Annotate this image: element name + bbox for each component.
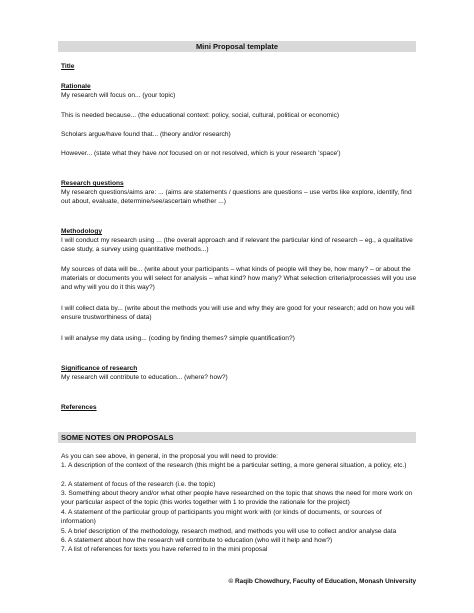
- rationale-heading: Rationale: [61, 83, 91, 90]
- notes-item: 6. A statement about how the research will contribute to education (who will it help and how?): [61, 537, 333, 544]
- notes-item: 1. A description of the context of the research (this might be a particular setting, a more general situation, a policy, etc.): [61, 462, 407, 469]
- notes-item: 3. Something about theory and/or what other people have researched on the topic that shows the need for more work on your particular aspect of the topic (this works together with 1 to provide the rationale for the project): [61, 490, 413, 506]
- however-emphasis: not: [158, 150, 168, 157]
- rationale-line: Scholars argue/have found that... (theory and/or research): [61, 131, 231, 138]
- notes-intro: As you can see above, in general, in the proposal you will need to provide:: [61, 453, 278, 460]
- notes-item: 5. A brief description of the methodology, research method, and methods you will use to collect and/or analyse data: [61, 528, 397, 535]
- references-heading: References: [61, 404, 97, 411]
- methodology-analysis: I will analyse my data using... (coding by finding themes? simple quantification?): [61, 335, 295, 342]
- document-title: Mini Proposal template: [58, 41, 416, 52]
- rationale-however: [61, 149, 341, 158]
- however-pre: However... (state what they have: [61, 150, 159, 157]
- methodology-approach: I will conduct my research using ... (the overall approach and if relevant the particular kind of research – eg., a qualitative case study, a survey using quantitative methods...): [61, 237, 413, 253]
- research-questions-heading: Research questions: [61, 180, 124, 187]
- rationale-line: This is needed because... (the educational context: policy, social, cultural, political or economic): [61, 112, 340, 119]
- significance-text: My research will contribute to education... (where? how?): [61, 374, 228, 381]
- methodology-collection: I will collect data by... (write about the methods you will use and why they are good for your research; add on how you will ensure trustworthiness of data): [61, 305, 415, 321]
- methodology-sources: My sources of data will be... (write about your participants – what kinds of people will they be, how many? – or about the materials or documents you will select for analysis – what kind? how many? What selection criteria/processes will you use and why will you do it this way?): [61, 266, 417, 291]
- title-heading: Title: [61, 63, 75, 70]
- rationale-line: My research will focus on... (your topic): [61, 92, 176, 99]
- methodology-heading: Methodology: [61, 228, 103, 235]
- notes-item: 2. A statement of focus of the research (i.e. the topic): [61, 481, 216, 488]
- notes-item: 7. A list of references for texts you have referred to in the mini proposal: [61, 546, 268, 553]
- notes-item: 4. A statement of the particular group of participants you might work with (or kinds of documents, or sources of information): [61, 509, 382, 525]
- copyright-footer: © Raqib Chowdhury, Faculty of Education, Monash University: [228, 578, 416, 585]
- notes-heading: SOME NOTES ON PROPOSALS: [58, 432, 416, 443]
- research-questions-text: My research questions/aims are: ... (aims are statements / questions are questions – use verbs like explore, identify, find out about, evaluate, determine/see/ascertain whether ...): [61, 189, 412, 205]
- however-post: focused on or not resolved, which is your research 'space'): [167, 150, 341, 157]
- significance-heading: Significance of research: [61, 365, 138, 372]
